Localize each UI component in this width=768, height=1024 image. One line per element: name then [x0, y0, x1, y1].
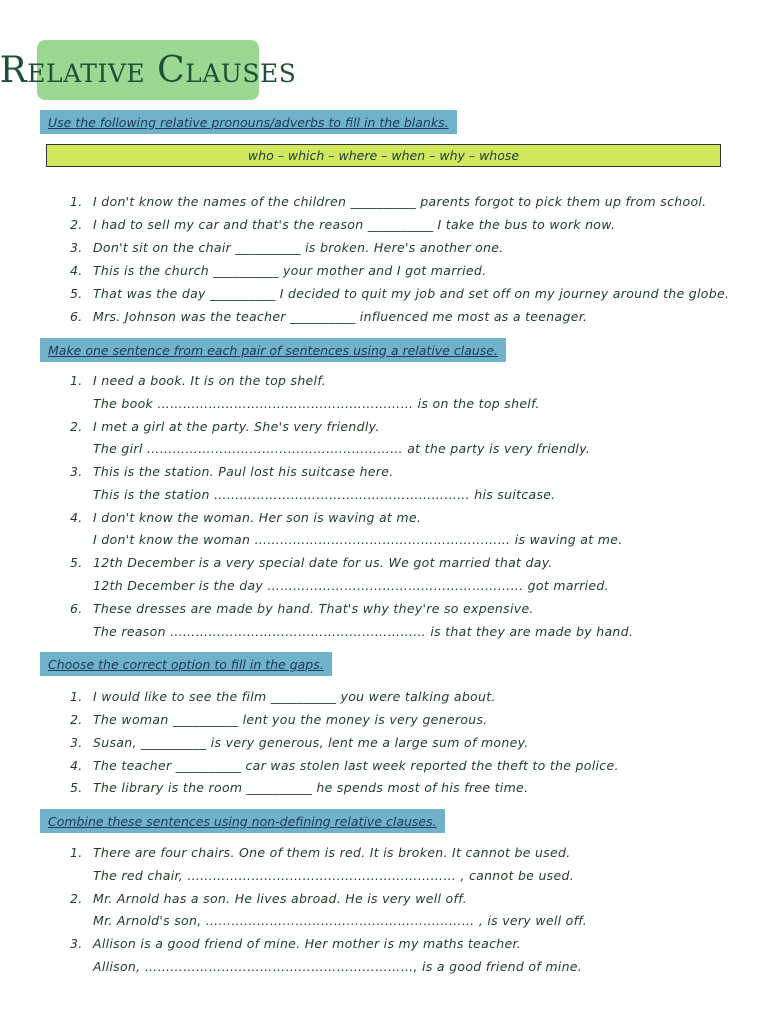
- answer-line: Mr. Arnold's son, ……………………………………………………… , is very well off.: [93, 913, 588, 928]
- answer-line: The reason …………………………………………………… is that they are made by hand.: [93, 624, 634, 639]
- page-title: Relative Clauses: [0, 49, 297, 91]
- list-item: 4. This is the church __________ your mother and I got married.: [70, 263, 487, 278]
- answer-line: Allison, ………………………………………………………, is a good friend of mine.: [93, 959, 583, 974]
- list-item: 3. Allison is a good friend of mine. Her mother is my maths teacher.: [70, 936, 522, 951]
- answer-line: The girl …………………………………………………… at the party is very friendly.: [93, 441, 591, 456]
- answer-line: This is the station …………………………………………………… his suitcase.: [93, 487, 556, 502]
- list-item: 3. Susan, __________ is very generous, lent me a large sum of money.: [70, 735, 529, 750]
- list-item: 3. Don't sit on the chair __________ is broken. Here's another one.: [70, 240, 504, 255]
- section-2-header: Make one sentence from each pair of sentences using a relative clause.: [40, 338, 506, 362]
- list-item: 4. The teacher __________ car was stolen last week reported the theft to the police.: [70, 758, 619, 773]
- list-item: 2. I met a girl at the party. She's very friendly.: [70, 419, 380, 434]
- list-item: 2. The woman __________ lent you the money is very generous.: [70, 712, 488, 727]
- list-item: 6. These dresses are made by hand. That's why they're so expensive.: [70, 601, 534, 616]
- section-3-header: Choose the correct option to fill in the gaps.: [40, 652, 332, 676]
- list-item: 1. I need a book. It is on the top shelf.: [70, 373, 327, 388]
- answer-line: The red chair, ……………………………………………………… , cannot be used.: [93, 868, 574, 883]
- list-item: 6. Mrs. Johnson was the teacher __________ influenced me most as a teenager.: [70, 309, 588, 324]
- list-item: 2. Mr. Arnold has a son. He lives abroad. He is very well off.: [70, 891, 467, 906]
- section-4-header: Combine these sentences using non-defining relative clauses.: [40, 809, 445, 833]
- list-item: 5. 12th December is a very special date for us. We got married that day.: [70, 555, 553, 570]
- answer-line: 12th December is the day …………………………………………………… got married.: [93, 578, 609, 593]
- section-1-header: Use the following relative pronouns/adverbs to fill in the blanks.: [40, 110, 457, 134]
- title-banner: [0, 40, 297, 100]
- word-bank: who – which – where – when – why – whose: [46, 144, 721, 167]
- answer-line: I don't know the woman …………………………………………………… is waving at me.: [93, 532, 623, 547]
- list-item: 2. I had to sell my car and that's the reason __________ I take the bus to work now.: [70, 217, 616, 232]
- list-item: 1. There are four chairs. One of them is red. It is broken. It cannot be used.: [70, 845, 571, 860]
- list-item: 5. That was the day __________ I decided to quit my job and set off on my journey around the globe.: [70, 286, 730, 301]
- list-item: 5. The library is the room __________ he spends most of his free time.: [70, 780, 529, 795]
- list-item: 1. I don't know the names of the children __________ parents forgot to pick them up from school.: [70, 194, 707, 209]
- list-item: 4. I don't know the woman. Her son is waving at me.: [70, 510, 422, 525]
- list-item: 1. I would like to see the film __________ you were talking about.: [70, 689, 496, 704]
- list-item: 3. This is the station. Paul lost his suitcase here.: [70, 464, 394, 479]
- answer-line: The book …………………………………………………… is on the top shelf.: [93, 396, 540, 411]
